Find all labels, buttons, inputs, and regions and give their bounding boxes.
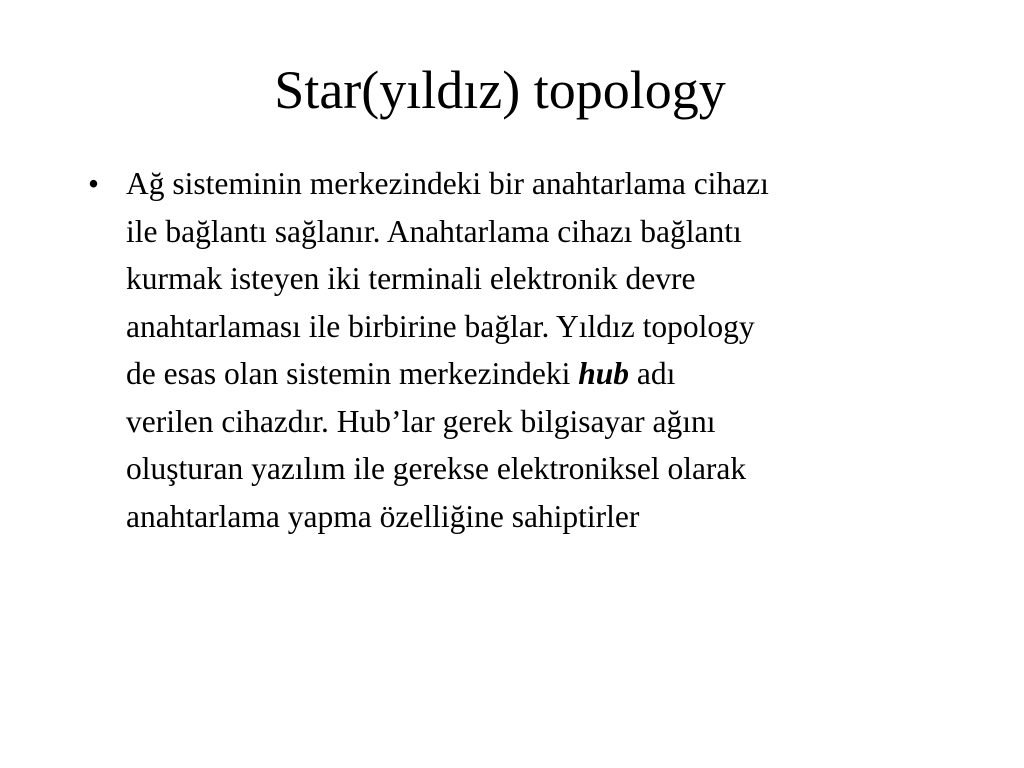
- bullet-line-7: oluşturan yazılım ile gerekse elektroniksel olarak: [126, 451, 747, 486]
- bullet-line-8: anahtarlama yapma özelliğine sahiptirler: [126, 498, 640, 534]
- bullet-line-1: Ağ sisteminin merkezindeki bir anahtarlama cihazı: [126, 166, 769, 201]
- bullet-line-2: ile bağlantı sağlanır. Anahtarlama cihazı bağlantı: [126, 213, 742, 249]
- bullet-line-5-before: de esas olan sistemin merkezindeki: [126, 356, 579, 391]
- bullet-line-4: anahtarlaması ile birbirine bağlar. Yıldız topology: [126, 308, 755, 344]
- slide-title: Star(yıldız) topology: [274, 60, 726, 120]
- bullet-line-5: [126, 350, 958, 398]
- bullet-item: [88, 160, 958, 540]
- hub-emphasis: hub: [578, 356, 630, 391]
- bullet-mark: •: [88, 166, 100, 201]
- bullet-line-5-after: adı: [629, 356, 676, 391]
- bullet-line-6: verilen cihazdır. Hub’lar gerek bilgisayar ağını: [126, 403, 716, 439]
- bullet-line-3: kurmak isteyen iki terminali elektronik devre: [126, 261, 696, 296]
- bullet-list: [88, 160, 958, 540]
